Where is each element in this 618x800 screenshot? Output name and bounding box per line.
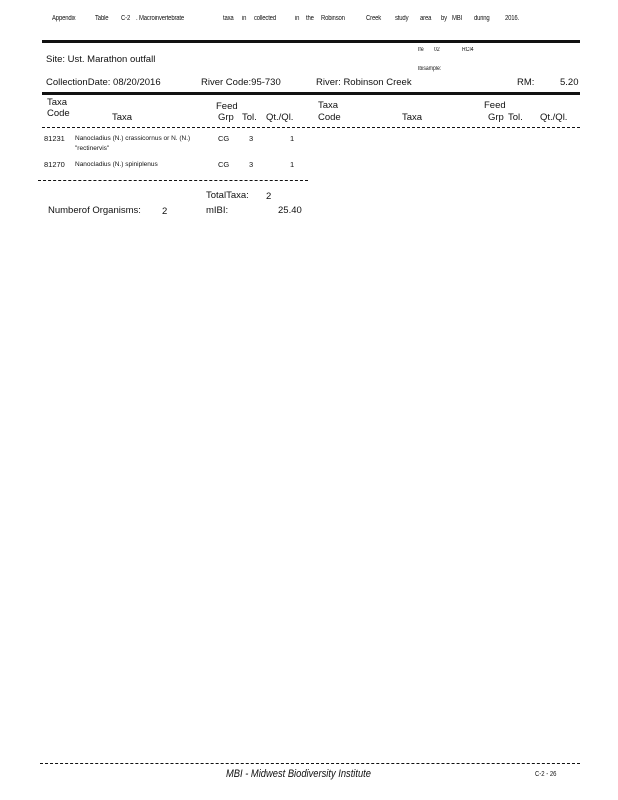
collection-date: CollectionDate: 08/20/2016: [46, 77, 161, 88]
col-taxa-code: Taxa: [47, 97, 68, 108]
num-organisms-label: Numberof Organisms:: [48, 205, 141, 216]
title-word: Appendix: [52, 15, 76, 22]
total-taxa-label: TotalTaxa:: [206, 190, 249, 201]
row-tol: 3: [249, 160, 254, 169]
row-qtql: 1: [290, 160, 295, 169]
row-feed: CG: [218, 134, 230, 143]
row-qtql: 1: [290, 134, 295, 143]
col-taxa-code: Taxa: [318, 100, 339, 111]
col-taxa: Taxa: [402, 112, 423, 123]
river-name: River: Robinson Creek: [316, 77, 412, 88]
rows-end-rule: [38, 180, 308, 181]
num-organisms-value: 2: [162, 206, 168, 217]
col-taxa: Taxa: [112, 112, 133, 123]
total-taxa-value: 2: [266, 191, 272, 202]
site-label: Site: Ust. Marathon outfall: [46, 54, 156, 65]
col-feed-group: Grp: [488, 112, 504, 123]
row-taxa: Nanocladius (N.) spiniplenus: [75, 161, 158, 168]
page-number: C-2 - 26: [535, 771, 557, 778]
title-word: taxa: [223, 15, 234, 22]
footer-organization: MBI - Midwest Biodiversity Institute: [226, 768, 371, 780]
row-taxa: Nanocladius (N.) crassicornus or N. (N.): [75, 135, 191, 142]
title-word: 2016.: [505, 15, 520, 22]
header-rule: [42, 92, 580, 95]
title-word: collected: [254, 15, 276, 22]
header-tiny-text: Ibisample:: [418, 66, 442, 72]
top-rule: [42, 40, 580, 43]
mibi-label: mIBI:: [206, 205, 229, 216]
row-tol: 3: [249, 134, 254, 143]
col-tolerance: Tol.: [242, 112, 257, 123]
col-qt-ql: Qt./Ql.: [540, 112, 568, 123]
row-taxa-cont: "rectinervis": [75, 145, 110, 152]
title-word: C-2: [121, 15, 131, 22]
river-code: River Code:95-730: [201, 77, 281, 88]
col-qt-ql: Qt./Ql.: [266, 112, 294, 123]
row-code: 81231: [44, 134, 65, 143]
title-word: MBI: [452, 15, 463, 22]
title-word: in: [295, 15, 300, 22]
col-feed-group: Grp: [218, 112, 234, 123]
row-code: 81270: [44, 160, 65, 169]
col-tolerance: Tol.: [508, 112, 523, 123]
title-word: area: [420, 15, 432, 22]
title-word: during: [474, 15, 490, 22]
col-feed-group: Feed: [216, 101, 238, 112]
col-taxa-code: Code: [318, 112, 341, 123]
rm-value: 5.20: [560, 77, 579, 88]
title-word: Table: [95, 15, 109, 22]
header-tiny-text: RCI4: [462, 47, 474, 53]
col-taxa-code: Code: [47, 108, 70, 119]
header-tiny-text: Ife: [418, 47, 424, 53]
column-rule: [42, 127, 580, 128]
mibi-value: 25.40: [278, 205, 302, 216]
title-word: Robinson: [321, 15, 345, 22]
col-feed-group: Feed: [484, 100, 506, 111]
title-word: the: [306, 15, 314, 22]
title-word: by: [441, 15, 447, 22]
title-word: . Macroinvertebrate: [136, 15, 185, 22]
title-word: study: [395, 15, 409, 22]
row-feed: CG: [218, 160, 230, 169]
header-tiny-text: 02: [434, 47, 440, 53]
title-word: in: [242, 15, 247, 22]
title-word: Creek: [366, 15, 382, 22]
footer-rule: [40, 763, 580, 764]
rm-label: RM:: [517, 77, 535, 88]
